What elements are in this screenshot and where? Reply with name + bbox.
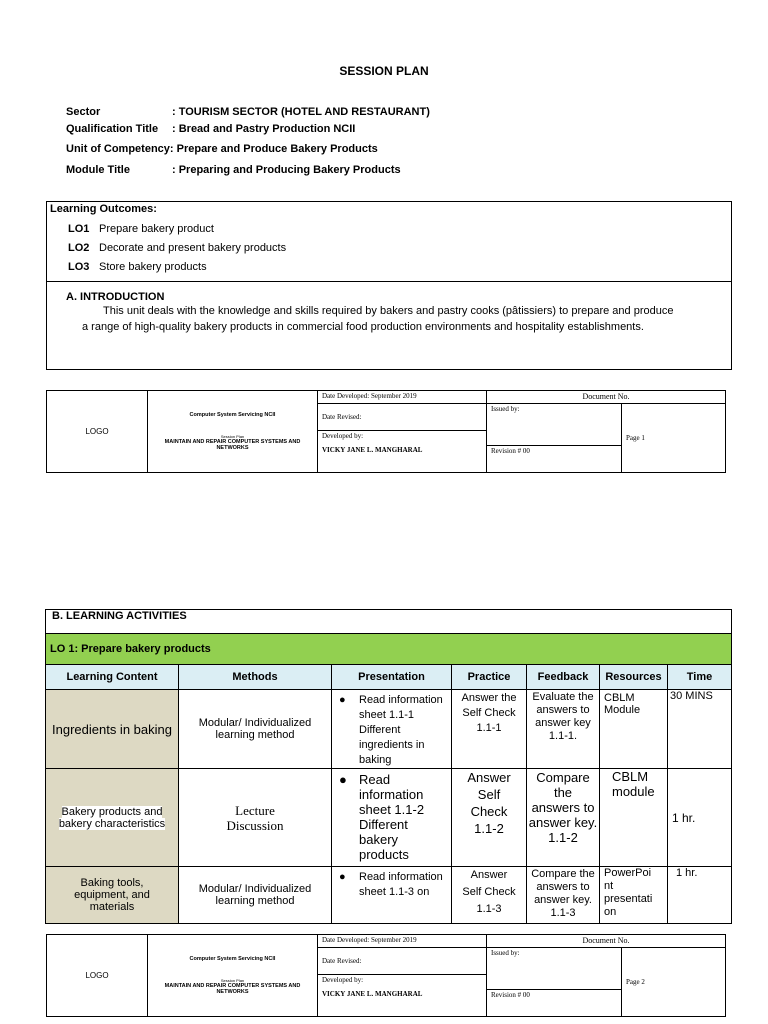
learning-outcomes-box [46, 201, 732, 370]
document-number-label: Document No. [582, 936, 630, 945]
date-developed: Date Developed: September 2019 [322, 392, 417, 400]
course-name: Computer System Servicing NCII [189, 412, 276, 418]
lo-code: LO2 [68, 242, 90, 254]
column-header: Learning Content [46, 665, 179, 690]
resources-cell: CBLM Module [600, 690, 668, 769]
presentation-text: Read information sheet 1.1-1 Different ingredients in baking [359, 694, 443, 766]
table-row [46, 867, 732, 924]
sector-value: : TOURISM SECTOR (HOTEL AND RESTAURANT) [172, 106, 430, 118]
qualification-label: Qualification Title [66, 123, 159, 135]
presentation-text: Read information sheet 1.1-2 Different bakery products [359, 772, 425, 862]
revision-number: Revision # 00 [491, 990, 530, 999]
issued-by: Issued by: [491, 405, 520, 414]
page-number: Page 2 [626, 978, 645, 987]
methods-cell: Modular/ Individualized learning method [179, 867, 332, 924]
date-revised: Date Revised: [322, 957, 362, 966]
learning-activities-table [45, 609, 732, 924]
introduction-line-2: a range of high-quality bakery products in commercial food production environments and hospitality establishments. [82, 321, 644, 333]
resources-cell: PowerPoi nt presentati on [600, 867, 668, 924]
introduction-line-1: This unit deals with the knowledge and skills required by bakers and pastry cooks (pâtissiers) to prepare and produce [103, 305, 674, 317]
module-value: : Preparing and Producing Bakery Products [172, 164, 401, 176]
date-revised: Date Revised: [322, 413, 362, 422]
bullet-icon: ● [339, 694, 346, 706]
practice-cell: Answer the Self Check 1.1-1 [452, 690, 527, 769]
session-plan-label: Session Plan [220, 434, 245, 439]
column-header: Time [668, 665, 732, 690]
sector-label: Sector [66, 106, 101, 118]
practice-cell: Answer Self Check 1.1-3 [452, 867, 527, 924]
module-label: Module Title [66, 164, 130, 176]
methods-cell: Lecture Discussion [179, 769, 332, 867]
module-name: MAINTAIN AND REPAIR COMPUTER SYSTEMS AND NETWORKS [164, 983, 301, 995]
page-title: SESSION PLAN [339, 64, 429, 78]
column-header: Practice [452, 665, 527, 690]
column-header: Resources [600, 665, 668, 690]
course-cell [148, 391, 318, 473]
feedback-cell: Evaluate the answers to answer key 1.1-1. [527, 690, 600, 769]
learning-outcomes-heading: Learning Outcomes: [50, 203, 157, 215]
developed-by: Developed by: [322, 432, 364, 441]
developed-by: Developed by: [322, 976, 364, 985]
lo-code: LO1 [68, 223, 90, 235]
lo-item [68, 223, 214, 235]
unit-of-competency: Unit of Competency: Prepare and Produce Bakery Products [66, 143, 378, 155]
presentation-cell [332, 769, 452, 867]
section-divider [47, 281, 731, 282]
bullet-icon: ● [339, 871, 346, 883]
document-number-label: Document No. [582, 392, 630, 401]
course-name: Computer System Servicing NCII [189, 956, 276, 962]
page-number: Page 1 [626, 434, 645, 443]
lo-item [68, 242, 286, 254]
presentation-cell [332, 690, 452, 769]
module-name: MAINTAIN AND REPAIR COMPUTER SYSTEMS AND NETWORKS [164, 439, 301, 451]
revision-number: Revision # 00 [491, 446, 530, 455]
introduction-heading: A. INTRODUCTION [66, 291, 165, 303]
logo-placeholder: LOGO [47, 935, 148, 1017]
date-developed: Date Developed: September 2019 [322, 936, 417, 944]
time-cell: 1 hr. [668, 769, 732, 867]
learning-content-cell: Bakery products and bakery characteristics [46, 769, 179, 867]
document-footer-1 [46, 390, 726, 473]
presentation-cell [332, 867, 452, 924]
course-cell [148, 935, 318, 1017]
column-header: Methods [179, 665, 332, 690]
lo-code: LO3 [68, 261, 90, 273]
lo-text: Decorate and present bakery products [99, 242, 287, 254]
bullet-icon: ● [339, 772, 347, 787]
activities-heading: B. LEARNING ACTIVITIES [46, 610, 732, 634]
feedback-cell: Compare the answers to answer key. 1.1-2 [527, 769, 600, 867]
qualification-value: : Bread and Pastry Production NCII [172, 123, 356, 135]
lo-title: LO 1: Prepare bakery products [46, 634, 732, 665]
session-plan-label: Session Plan [220, 978, 245, 983]
lo-text: Prepare bakery product [99, 223, 214, 235]
time-cell: 1 hr. [668, 867, 732, 924]
resources-cell: CBLM module [600, 769, 668, 867]
practice-cell: Answer Self Check 1.1-2 [452, 769, 527, 867]
feedback-cell: Compare the answers to answer key. 1.1-3 [527, 867, 600, 924]
issued-by: Issued by: [491, 949, 520, 958]
table-row [46, 690, 732, 769]
qualification-row [66, 123, 355, 135]
column-header: Feedback [527, 665, 600, 690]
time-cell: 30 MINS [668, 690, 732, 769]
sector-row [66, 106, 430, 118]
presentation-text: Read information sheet 1.1-3 on [359, 871, 443, 898]
lo-text: Store bakery products [99, 261, 207, 273]
module-row [66, 164, 401, 176]
learning-content-cell: Baking tools, equipment, and materials [46, 867, 179, 924]
lo-item [68, 261, 207, 273]
learning-content-cell: Ingredients in baking [46, 690, 179, 769]
logo-placeholder: LOGO [47, 391, 148, 473]
developer-name: VICKY JANE L. MANGHARAL [322, 446, 423, 455]
column-header: Presentation [332, 665, 452, 690]
table-row [46, 769, 732, 867]
developer-name: VICKY JANE L. MANGHARAL [322, 990, 423, 999]
methods-cell: Modular/ Individualized learning method [179, 690, 332, 769]
document-footer-2 [46, 934, 726, 1017]
